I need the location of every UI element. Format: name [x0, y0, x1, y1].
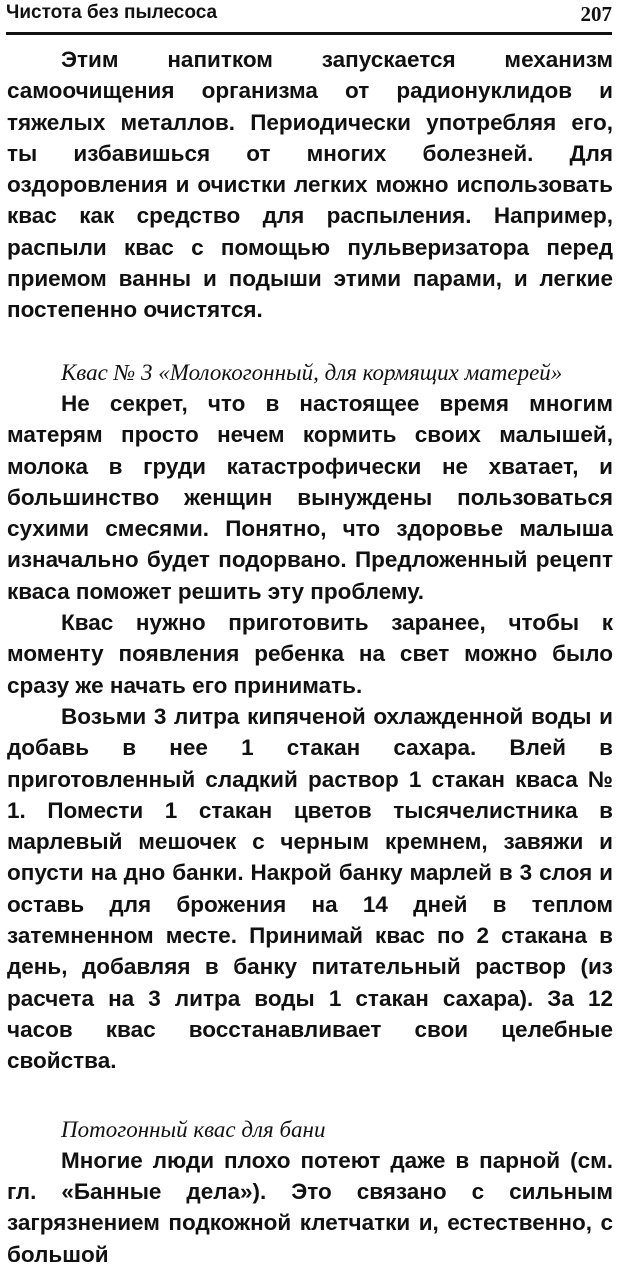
spacer [7, 326, 613, 357]
running-title: Чистота без пылесоса [6, 2, 218, 23]
paragraph-prepare-in-advance: Квас нужно приготовить заранее, чтобы к моменту появления ребенка на свет можно было сразу же начать его принимать. [7, 610, 613, 698]
running-head [6, 0, 612, 30]
recipe-heading-sweat-kvass: Потогонный квас для бани [61, 1116, 326, 1142]
paragraph-nursing-mothers: Не секрет, что в настоящее время многим матерям просто нечем кормить своих малышей, молока в груди катастрофически не хватает, и большинство женщин вынуждены пользоваться сухими смесями. Понятно, что здоровье малыша изначально будет подорвано. Предложенный рецепт кваса поможет решить эту проблему. [7, 390, 613, 604]
body-text [7, 44, 613, 1270]
header-rule [6, 32, 612, 35]
paragraph-recipe-instructions: Возьми 3 литра кипяченой охлажденной воды и добавь в нее 1 стакан сахара. Влей в приготовленный сладкий раствор 1 стакан кваса № 1. Помести 1 стакан цветов тысячелистника в марлевый мешочек с черным кремнем, завяжи и опусти на дно банки. Накрой банку марлей в 3 слоя и оставь для брожения на 14 дней в теплом затемненном месте. Принимай квас по 2 стакана в день, добавляя в банку питательный раствор (из расчета на 3 литра воды 1 стакан сахара). За 12 часов квас восстанавливает свои целебные свойства. [7, 703, 613, 1074]
paragraph-kvass-cleansing: Этим напитком запускается механизм самоочищения организма от радионуклидов и тяжелых металлов. Периодически употребляя его, ты избавишься от многих болезней. Для оздоровления и очистки легких можно использовать квас как средство для распыления. Например, распыли квас с помощью пульверизатора перед приемом ванны и подыши этими парами, и легкие постепенно очистятся. [7, 47, 613, 323]
paragraph-sweating: Многие люди плохо потеют даже в парной (см. гл. «Банные дела»). Это связано с сильным загрязнением подкожной клетчатки и, естественно, с большой [7, 1147, 613, 1267]
spacer [7, 1077, 613, 1114]
recipe-heading-kvass-3: Квас № 3 «Молокогонный, для кормящих матерей» [61, 359, 563, 385]
page-number: 207 [580, 2, 612, 26]
